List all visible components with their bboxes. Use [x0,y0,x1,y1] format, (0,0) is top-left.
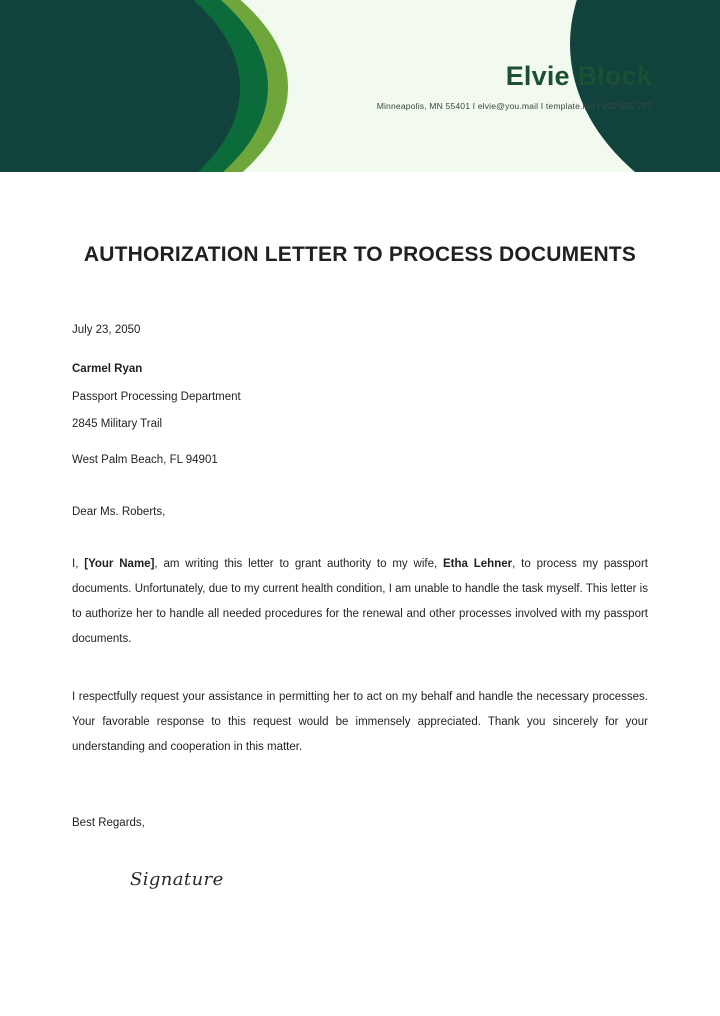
recipient-department: Passport Processing Department [72,390,241,403]
signature-mark: Signature [130,869,224,891]
paragraph-1-part-3: , to process my passport documents. Unfortunately, due to my current health condition, I am unable to handle the task myself. This letter is to authorize her to handle all needed procedures for the renewal and other processes involved with my passport documents. [72,558,648,645]
paragraph-1-part-1: I, [72,558,85,571]
recipient-address-block [72,364,648,466]
closing-salutation: Best Regards, [72,817,145,830]
salutation: Dear Ms. Roberts, [72,506,166,519]
paragraph-1-part-2: , am writing this letter to grant authority to my wife, [154,558,443,571]
sender-name: Elvie Block [505,61,652,91]
authorized-person-name: Etha Lehner [443,558,513,571]
recipient-city-state-zip: West Palm Beach, FL 94901 [72,453,218,466]
dark-teal-arc-decoration [0,0,240,172]
body-paragraph-2: I respectfully request your assistance in permitting her to act on my behalf and handle the necessary processes. Your favorable response to this request would be immensely appreciated. Thank you sincerely for your understanding and cooperation in this matter. [72,691,648,753]
letterhead-text-group [377,62,652,111]
body-paragraph-1 [72,552,648,651]
document-title: AUTHORIZATION LETTER TO PROCESS DOCUMENTS [83,243,637,266]
letter-date: July 23, 2050 [72,324,141,337]
sender-contact-line: Minneapolis, MN 55401 I elvie@you.mail I template.net I 222 555 777 [376,100,652,111]
recipient-street: 2845 Military Trail [72,418,163,431]
letter-body [0,240,720,890]
your-name-placeholder: [Your Name] [84,558,155,571]
letterhead-banner [0,0,720,172]
recipient-name: Carmel Ryan [72,363,143,376]
